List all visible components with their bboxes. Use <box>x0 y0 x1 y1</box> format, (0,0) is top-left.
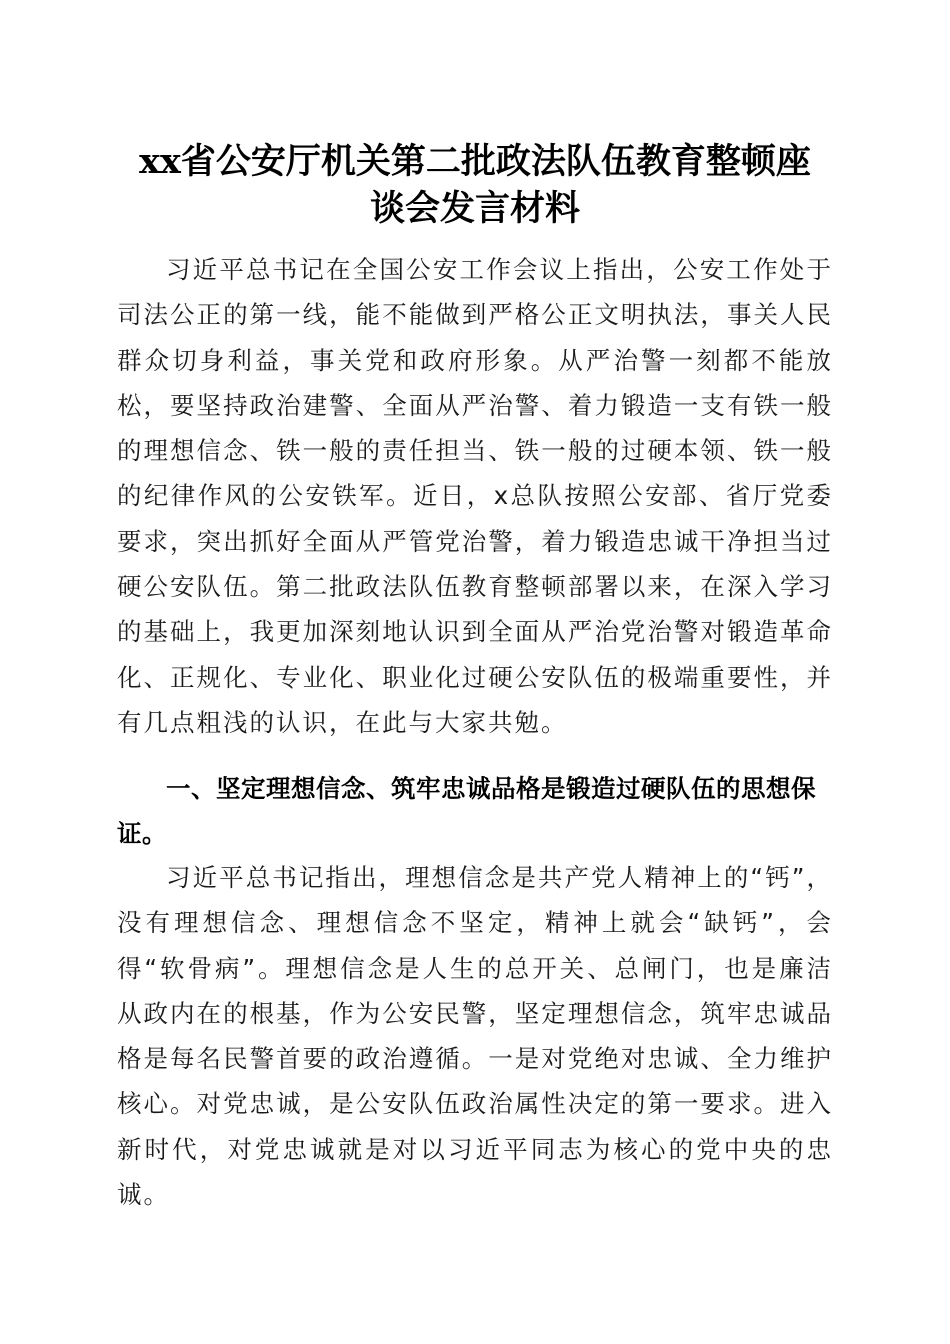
document-title-line1: xx省公安厅机关第二批政法队伍教育整顿座 <box>139 141 811 182</box>
document-title-line2: 谈会发言材料 <box>369 188 580 229</box>
paragraph-section-1: 习近平总书记指出，理想信念是共产党人精神上的“钙”，没有理想信念、理想信念不坚定，精神上就会“缺钙”，会得“软骨病”。理想信念是人生的总开关、总闸门，也是廉洁从政内在的根基，作为公安民警，坚定理想信念，筑牢忠诚品格是每名民警首要的政治遵循。一是对党绝对忠诚、全力维护核心。对党忠诚，是公安队伍政治属性决定的第一要求。进入新时代，对党忠诚就是对以习近平同志为核心的党中央的忠诚。 <box>117 863 833 1210</box>
paragraph-intro: 习近平总书记在全国公安工作会议上指出，公安工作处于司法公正的第一线，能不能做到严格公正文明执法，事关人民群众切身利益，事关党和政府形象。从严治警一刻都不能放松，要坚持政治建警、全面从严治警、着力锻造一支有铁一般的理想信念、铁一般的责任担当、铁一般的过硬本领、铁一般的纪律作风的公安铁军。近日，x总队按照公安部、省厅党委要求，突出抓好全面从严管党治警，着力锻造忠诚干净担当过硬公安队伍。第二批政法队伍教育整顿部署以来，在深入学习的基础上，我更加深刻地认识到全面从严治党治警对锻造革命化、正规化、专业化、职业化过硬公安队伍的极端重要性，并有几点粗浅的认识，在此与大家共勉。 <box>117 255 833 737</box>
section-heading-1: 一、坚定理想信念、筑牢忠诚品格是锻造过硬队伍的思想保证。 <box>117 774 816 849</box>
